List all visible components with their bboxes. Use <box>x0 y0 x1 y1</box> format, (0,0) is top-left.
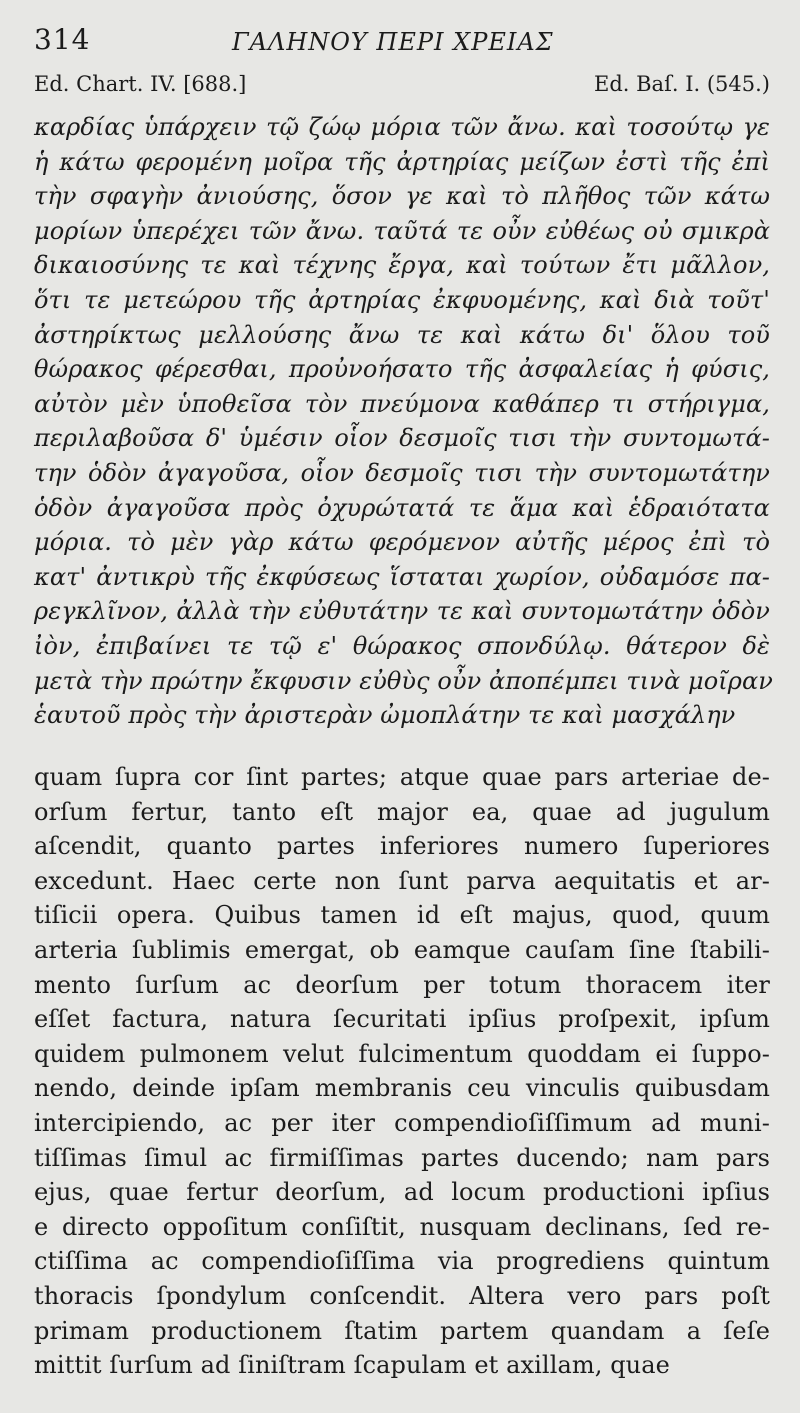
running-title: ΓΑΛΗΝΟΥ ΠΕΡΙ ΧΡΕΙΑΣ <box>232 28 554 56</box>
greek-line: ἀστηρίκτως μελλούσης ἄνω τε καὶ κάτω δι' ὅλου τοῦ <box>34 320 770 349</box>
latin-line: ctiſſima ac compendioſiſſima via progrediens quintum <box>34 1247 770 1276</box>
greek-line: την ὁδὸν ἀγαγοῦσα, οἷον δεσμοῖς τισι τὴν συντομωτάτην <box>34 458 770 487</box>
greek-line: τὴν σφαγὴν ἀνιούσης, ὅσον γε καὶ τὸ πλῆθος τῶν κάτω <box>34 182 770 211</box>
latin-line: mento ſurſum ac deorſum per totum thoracem iter <box>34 970 770 999</box>
latin-line: eſſet factura, natura ſecuritati ipſius proſpexit, ipſum <box>34 1005 770 1034</box>
edition-reference-line <box>34 74 770 102</box>
latin-line: thoracis ſpondylum conſcendit. Altera vero pars poſt <box>34 1281 770 1310</box>
greek-line: καρδίας ὑπάρχειν τῷ ζώῳ μόρια τῶν ἄνω. καὶ τοσούτῳ γε <box>34 113 770 141</box>
edition-reference-left: Ed. Chart. IV. [688.] <box>34 72 247 96</box>
greek-line: δικαιοσύνης τε καὶ τέχνης ἔργα, καὶ τούτων ἔτι μᾶλλον, <box>34 251 770 280</box>
latin-line: nendo, deinde ipſam membranis ceu vinculis quibusdam <box>34 1074 770 1103</box>
latin-line: aſcendit, quanto partes inferiores numero ſuperiores <box>34 832 770 861</box>
greek-line: ρεγκλῖνον, ἀλλὰ τὴν εὐθυτάτην τε καὶ συντομωτάτην ὁδὸν <box>34 597 770 626</box>
greek-line: περιλαβοῦσα δ' ὑμέσιν οἷον δεσμοῖς τισι τὴν συντομωτά- <box>34 424 770 453</box>
latin-line: tiſicii opera. Quibus tamen id eſt majus, quod, quum <box>34 901 770 930</box>
latin-line: excedunt. Haec certe non ſunt parva aequitatis et ar- <box>34 866 770 895</box>
greek-line: ἰὸν, ἐπιβαίνει τε τῷ ε' θώρακος σπονδύλῳ. θάτερον δὲ <box>34 631 770 660</box>
page-header <box>34 24 770 64</box>
greek-line: αὐτὸν μὲν ὑποθεῖσα τὸν πνεύμονα καθάπερ τι στήριγμα, <box>34 389 770 418</box>
latin-line: tiſſimas ſimul ac firmiſſimas partes ducendo; nam pars <box>34 1143 770 1172</box>
greek-line: μετὰ τὴν πρώτην ἔκφυσιν εὐθὺς οὖν ἀποπέμπει τινὰ μοῖραν <box>34 666 773 695</box>
greek-line: θώρακος φέρεσθαι, προὐνοήσατο τῆς ἀσφαλείας ἡ φύσις, <box>34 355 770 384</box>
latin-line: primam productionem ſtatim partem quandam a ſeſe <box>34 1316 770 1345</box>
latin-line: orſum fertur, tanto eſt major ea, quae ad jugulum <box>34 797 770 826</box>
edition-reference-right: Ed. Baſ. I. (545.) <box>594 72 770 96</box>
greek-line: ἡ κάτω φερομένη μοῖρα τῆς ἀρτηρίας μείζων ἐστὶ τῆς ἐπὶ <box>34 147 770 176</box>
greek-line: κατ' ἀντικρὺ τῆς ἐκφύσεως ἵσταται χωρίον, οὐδαμόσε πα- <box>34 562 770 591</box>
page-number: 314 <box>34 23 91 56</box>
greek-text-block <box>34 110 773 733</box>
latin-text-block <box>34 760 770 1383</box>
greek-line: ὅτι τε μετεώρου τῆς ἀρτηρίας ἐκφυομένης, καὶ διὰ τοῦτ' <box>34 285 770 314</box>
latin-line: mittit ſurſum ad ſiniſtram ſcapulam et axillam, quae <box>34 1351 670 1380</box>
latin-line: arteria ſublimis emergat, ob eamque cauſam ſine ſtabili- <box>34 935 770 964</box>
latin-line: ejus, quae fertur deorſum, ad locum productioni ipſius <box>34 1178 770 1207</box>
greek-line: μορίων ὑπερέχει τῶν ἄνω. ταῦτά τε οὖν εὐθέως οὐ σμικρὰ <box>34 216 770 245</box>
greek-line: ἑαυτοῦ πρὸς τὴν ἀριστερὰν ὠμοπλάτην τε καὶ μασχάλην <box>34 701 736 730</box>
greek-line: ὁδὸν ἀγαγοῦσα πρὸς ὀχυρώτατά τε ἅμα καὶ ἑδραιότατα <box>34 493 770 522</box>
latin-line: quam ſupra cor ſint partes; atque quae pars arteriae de- <box>34 763 770 791</box>
latin-line: e directo oppoſitum conſiſtit, nusquam declinans, ſed re- <box>34 1212 770 1241</box>
latin-line: intercipiendo, ac per iter compendioſiſſimum ad muni- <box>34 1108 770 1137</box>
latin-line: quidem pulmonem velut fulcimentum quoddam ei ſuppo- <box>34 1039 770 1068</box>
greek-line: μόρια. τὸ μὲν γὰρ κάτω φερόμενον αὐτῆς μέρος ἐπὶ τὸ <box>34 528 770 557</box>
